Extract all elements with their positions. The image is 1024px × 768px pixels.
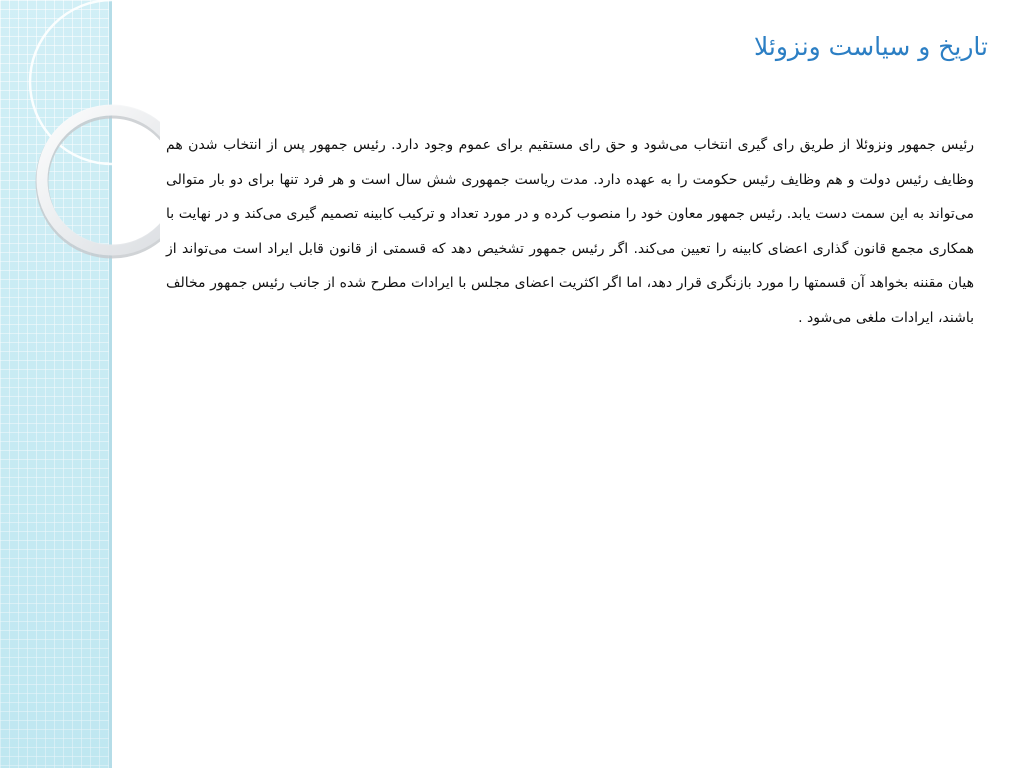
slide-title: تاریخ و سیاست ونزوئلا (753, 32, 988, 61)
body-paragraph: رئیس جمهور ونزوئلا از طریق رای گیری انتخاب می‌شود و حق رای مستقیم برای عموم وجود دارد. رئیس جمهور پس از انتخاب شدن هم وظایف رئیس دولت و هم وظایف رئیس حکومت را به عهده دارد. مدت ریاست جمهوری شش سال است و هر فرد تنها برای دو بار متوالی می‌تواند به این سمت دست یابد. رئیس جمهور معاون خود را منصوب کرده و در مورد تعداد و ترکیب کابینه تصمیم گیری می‌کند و در نهایت با همکاری مجمع قانون گذاری اعضای کابینه را تعیین می‌کند. اگر رئیس جمهور تشخیص دهد که قسمتی از قانون قابل ایراد است می‌تواند از هیان مقننه بخواهد آن قسمتها را مورد بازنگری قرار دهد، اما اگر اکثریت اعضای مجلس با ایرادات مطرح شده از جانب رئیس جمهور مخالف باشند، ایرادات ملغی می‌شود . (166, 137, 974, 326)
ring-inner (42, 110, 160, 250)
decorative-rings (0, 0, 160, 300)
